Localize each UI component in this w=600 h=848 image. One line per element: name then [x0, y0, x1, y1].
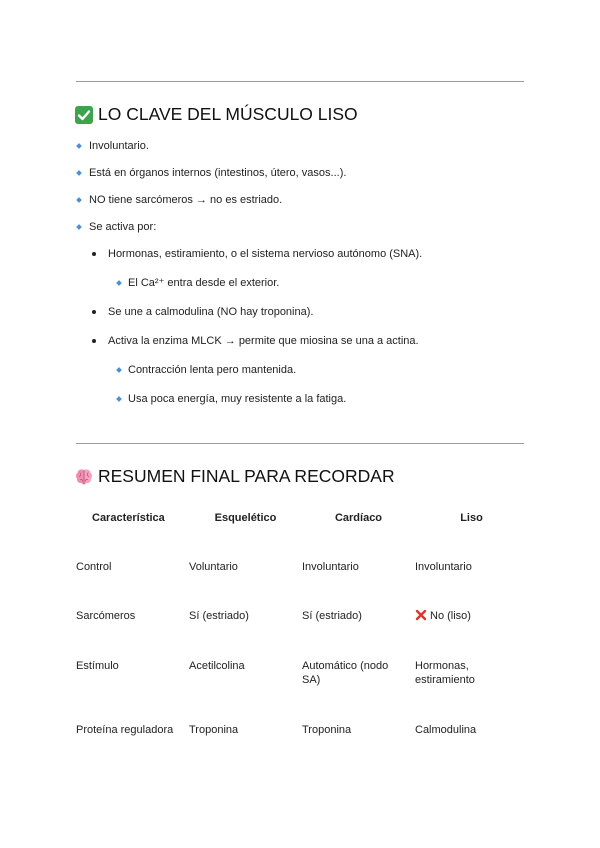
column-header: Cardíaco	[334, 512, 383, 524]
section-heading-text: LO CLAVE DEL MÚSCULO LISO	[98, 104, 358, 124]
table-cell: Acetilcolina	[189, 660, 245, 672]
table-cell: Troponina	[189, 724, 239, 736]
table-row	[76, 659, 528, 723]
bullet-diamond-icon	[76, 197, 82, 203]
list-item: Involuntario.	[89, 140, 149, 152]
table-cell: Sí (estriado)	[302, 610, 362, 622]
cross-mark-icon	[415, 609, 427, 621]
table-cell: Calmodulina	[415, 724, 477, 736]
table-cell: Control	[76, 561, 112, 573]
list-item: Se activa por:	[89, 221, 157, 233]
table-cell: Proteína reguladora	[76, 724, 174, 736]
bullet-dot-icon	[92, 339, 96, 343]
list-item: NO tiene sarcómeros → no es estriado.	[89, 194, 283, 206]
column-header: Esquelético	[214, 512, 277, 524]
list-item: Está en órganos internos (intestinos, útero, vasos...).	[89, 167, 347, 179]
column-header: Característica	[92, 512, 165, 524]
table-row	[76, 723, 528, 743]
table-cell: Estímulo	[76, 660, 119, 672]
section-heading-text: RESUMEN FINAL PARA RECORDAR	[98, 466, 395, 486]
bullet-dot-icon	[92, 252, 96, 256]
bullet-diamond-icon	[76, 143, 82, 149]
table-cell: Troponina	[302, 724, 352, 736]
section-heading-summary	[74, 466, 395, 487]
bullet-diamond-icon	[116, 396, 122, 402]
table-cell: Sí (estriado)	[189, 610, 249, 622]
middle-divider	[76, 443, 524, 444]
bullet-diamond-icon	[76, 224, 82, 230]
check-mark-button-icon	[74, 105, 94, 125]
bullet-diamond-icon	[116, 367, 122, 373]
table-cell	[415, 609, 528, 659]
table-row	[76, 609, 528, 659]
bullet-diamond-icon	[76, 170, 82, 176]
list-subitem: Activa la enzima MLCK → permite que miosina se una a actina.	[108, 335, 419, 347]
table-cell: Sarcómeros	[76, 610, 136, 622]
table-cell: Involuntario	[415, 561, 472, 573]
table-cell: Automático (nodo SA)	[302, 660, 389, 686]
list-subitem: Se une a calmodulina (NO hay troponina).	[108, 306, 314, 318]
table-cell-text: No (liso)	[430, 610, 471, 622]
summary-table	[76, 505, 528, 743]
list-subitem: Hormonas, estiramiento, o el sistema nervioso autónomo (SNA).	[108, 248, 423, 260]
list-sub-subitem: Usa poca energía, muy resistente a la fatiga.	[128, 393, 347, 405]
list-sub-subitem: El Ca²⁺ entra desde el exterior.	[128, 277, 280, 289]
table-cell: Voluntario	[189, 561, 238, 573]
section-heading-smooth-muscle	[74, 104, 358, 125]
table-header-row	[76, 505, 528, 531]
table-cell: Involuntario	[302, 561, 359, 573]
table-row	[76, 531, 528, 609]
bullet-diamond-icon	[116, 280, 122, 286]
bullet-dot-icon	[92, 310, 96, 314]
list-sub-subitem: Contracción lenta pero mantenida.	[128, 364, 297, 376]
column-header: Liso	[460, 512, 483, 524]
brain-icon	[74, 467, 94, 487]
table-cell: Hormonas, estiramiento	[415, 660, 475, 686]
top-divider	[76, 81, 524, 82]
